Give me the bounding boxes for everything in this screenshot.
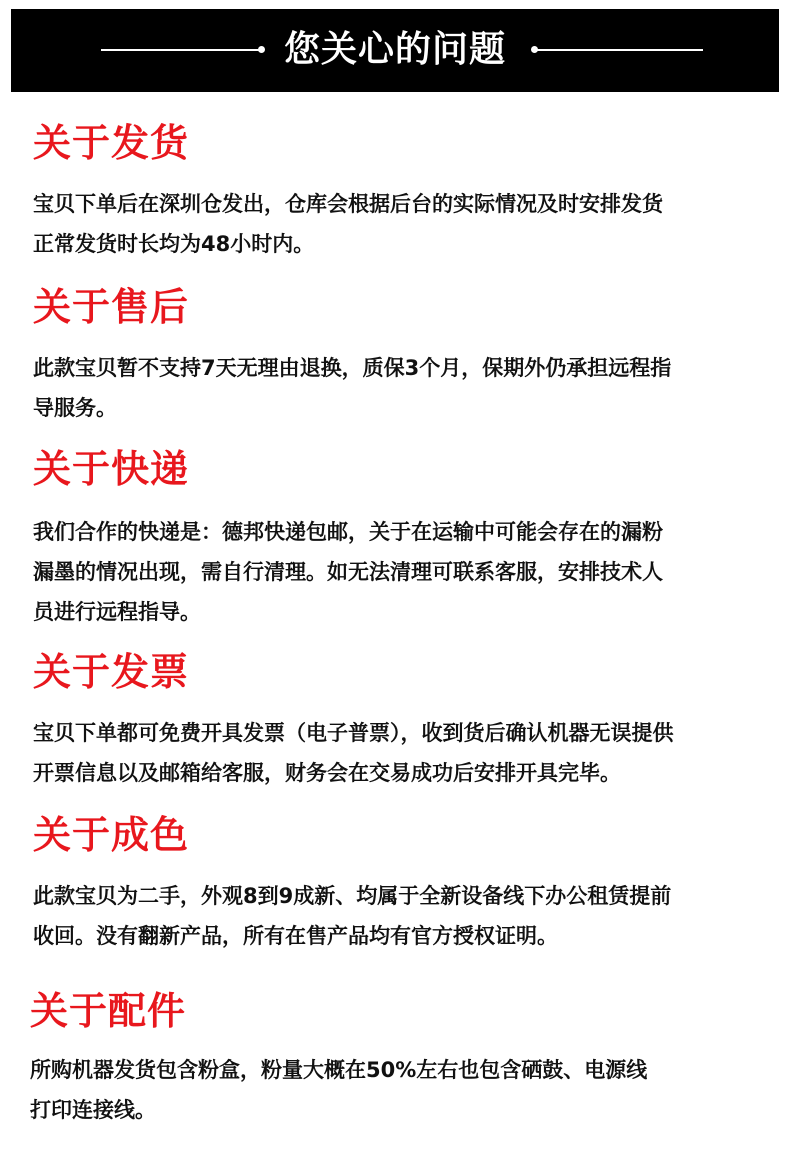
body-line: 正常发货时长均为48小时内。 — [33, 232, 315, 256]
section-heading: 关于成色 — [33, 813, 190, 857]
body-line: 此款宝贝为二手，外观8到9成新、均属于全新设备线下办公租赁提前 — [33, 884, 672, 908]
body-line: 我们合作的快递是：德邦快递包邮，关于在运输中可能会存在的漏粉 — [33, 520, 663, 544]
title-banner — [11, 9, 779, 92]
body-line: 宝贝下单后在深圳仓发出，仓库会根据后台的实际情况及时安排发货 — [33, 192, 663, 216]
section-heading: 关于快递 — [33, 447, 190, 491]
page-title: 您关心的问题 — [283, 29, 506, 70]
section-condition — [33, 812, 773, 956]
body-line: 所购机器发货包含粉盒，粉量大概在50%左右也包含硒鼓、电源线 — [30, 1058, 648, 1082]
section-after-sales — [33, 284, 773, 428]
body-line: 漏墨的情况出现，需自行清理。如无法清理可联系客服，安排技术人 — [33, 560, 663, 584]
body-line: 宝贝下单都可免费开具发票（电子普票），收到货后确认机器无误提供 — [33, 721, 674, 745]
body-line: 导服务。 — [33, 396, 117, 420]
section-courier — [33, 446, 773, 632]
banner-divider-right — [533, 49, 703, 51]
section-body — [33, 876, 773, 956]
section-accessories — [30, 988, 770, 1130]
section-body — [33, 348, 773, 428]
section-body — [33, 184, 773, 264]
section-body — [33, 713, 773, 793]
body-line: 员进行远程指导。 — [33, 600, 201, 624]
section-body — [30, 1050, 770, 1130]
section-body — [33, 512, 773, 632]
section-shipping — [33, 120, 773, 264]
section-heading: 关于售后 — [33, 285, 190, 329]
section-heading: 关于配件 — [30, 989, 187, 1033]
body-line: 收回。没有翻新产品，所有在售产品均有官方授权证明。 — [33, 924, 558, 948]
section-invoice — [33, 649, 773, 793]
body-line: 打印连接线。 — [30, 1098, 156, 1122]
body-line: 开票信息以及邮箱给客服，财务会在交易成功后安排开具完毕。 — [33, 761, 621, 785]
section-heading: 关于发货 — [33, 121, 190, 165]
section-heading: 关于发票 — [33, 650, 190, 694]
body-line: 此款宝贝暂不支持7天无理由退换，质保3个月，保期外仍承担远程指 — [33, 356, 672, 380]
